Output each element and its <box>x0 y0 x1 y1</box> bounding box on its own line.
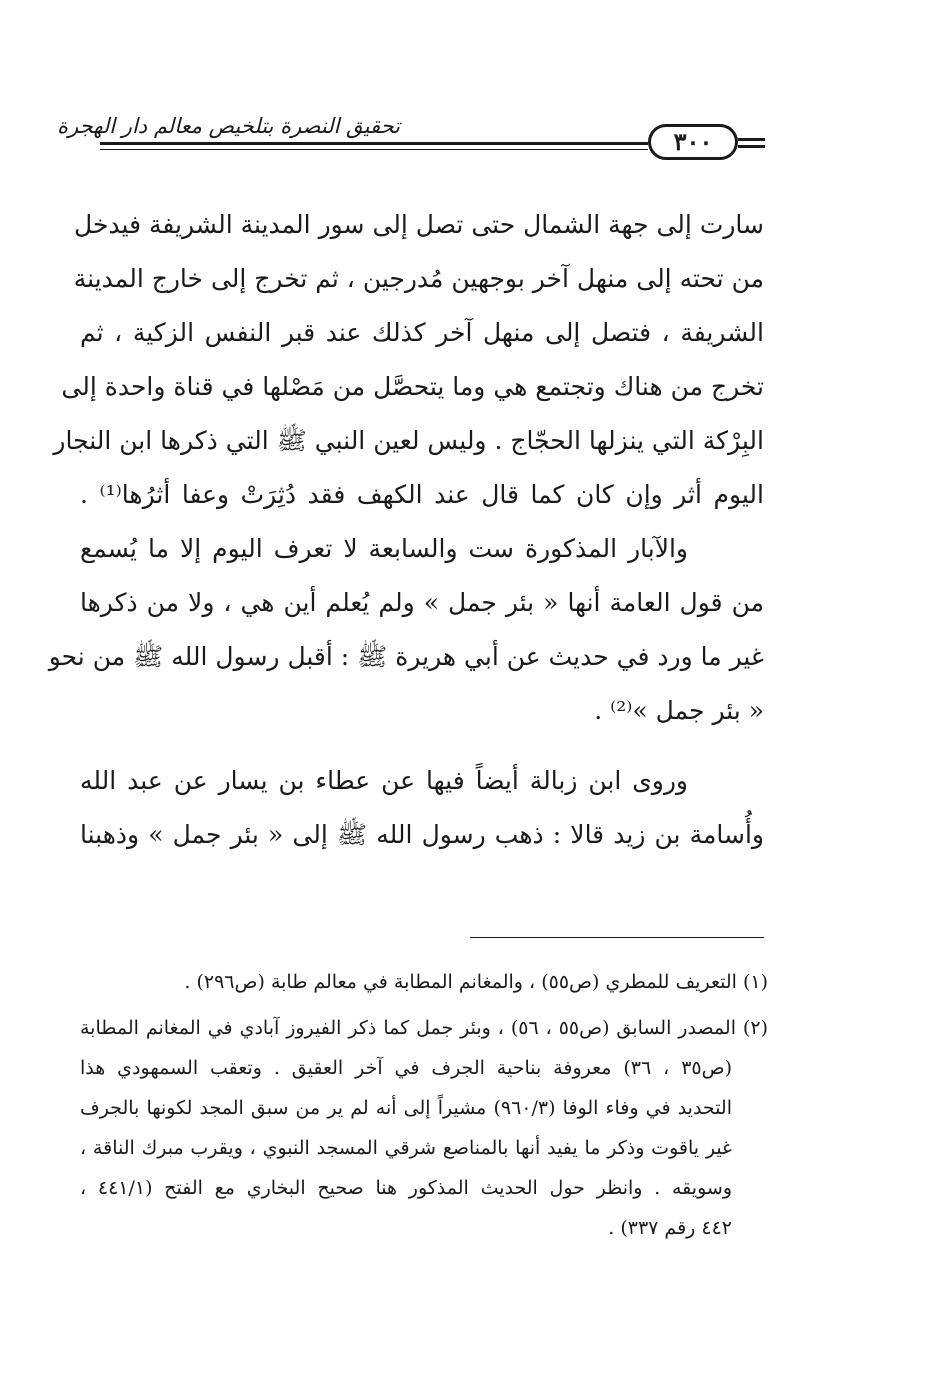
header-rule <box>100 142 648 145</box>
footnote-line: غير ياقوت وذكر ما يفيد أنها بالمناصع شرقي المسجد النبوي ، ويقرب مبرك الناقة ، <box>80 1137 732 1159</box>
header-rule-thin <box>100 149 648 150</box>
text-line: « بئر جمل »⁽²⁾ . <box>594 696 764 725</box>
text-line: البِرْكة التي ينزلها الحجّاج . وليس لعين النبي ﷺ التي ذكرها ابن النجار <box>53 426 764 455</box>
body-text <box>48 198 764 862</box>
footnote-separator <box>470 937 764 938</box>
text-line: والآبار المذكورة ست والسابعة لا تعرف اليوم إلا ما يُسمع <box>80 534 688 563</box>
text-line: سارت إلى جهة الشمال حتى تصل إلى سور المدينة الشريفة فيدخل <box>74 210 764 239</box>
text-line: وروى ابن زبالة أيضاً فيها عن عطاء بن يسار عن عبد الله <box>80 766 688 795</box>
text-line: اليوم أثر وإن كان كما قال عند الكهف فقد دُثِرَتْ وعفا أثرُها⁽¹⁾ . <box>80 480 764 509</box>
page-number: ٣٠٠ <box>648 124 738 160</box>
text-line: من تحته إلى منهل آخر بوجهين مُدرجين ، ثم تخرج إلى خارج المدينة <box>73 264 764 293</box>
running-title: تحقيق النصرة بتلخيص معالم دار الهجرة <box>57 114 400 138</box>
footnote-line: (ص٣٥ ، ٣٦) معروفة بناحية الجرف في آخر العقيق . وتعقب السمهودي هذا <box>80 1057 732 1079</box>
text-line: الشريفة ، فتصل إلى منهل آخر كذلك عند قبر النفس الزكية ، ثم <box>80 318 764 347</box>
text-line: من قول العامة أنها « بئر جمل » ولم يُعلم أين هي ، ولا من ذكرها <box>80 588 764 617</box>
footnotes <box>80 962 768 1248</box>
header-ornament <box>738 145 765 148</box>
footnote-line: وسويقه . وانظر حول الحديث المذكور هنا صحيح البخاري مع الفتح (٤٤١/١ ، <box>80 1177 732 1199</box>
footnote-line: التحديد في وفاء الوفا (٩٦٠/٣) مشيراً إلى أنه لم ير من سبق المجد لكونها بالجرف <box>80 1097 732 1119</box>
footnote-2: (٢) المصدر السابق (ص٥٥ ، ٥٦) ، وبئر جمل كما ذكر الفيروز آبادي في المغانم المطابة <box>80 1017 768 1039</box>
footnote-1: (١) التعريف للمطري (ص٥٥) ، والمغانم المطابة في معالم طابة (ص٢٩٦) . <box>184 971 768 993</box>
text-line: تخرج من هناك وتجتمع هي وما يتحصَّل من مَصْلها في قناة واحدة إلى <box>61 372 764 401</box>
footnote-line: ٤٤٢ رقم ٣٣٧) . <box>608 1217 732 1239</box>
text-line: غير ما ورد في حديث عن أبي هريرة ﷺ : أقبل رسول الله ﷺ من نحو <box>48 642 764 671</box>
text-line: وأُسامة بن زيد قالا : ذهب رسول الله ﷺ إلى « بئر جمل » وذهبنا <box>80 820 764 849</box>
page-header <box>57 100 765 162</box>
header-ornament <box>738 138 765 141</box>
